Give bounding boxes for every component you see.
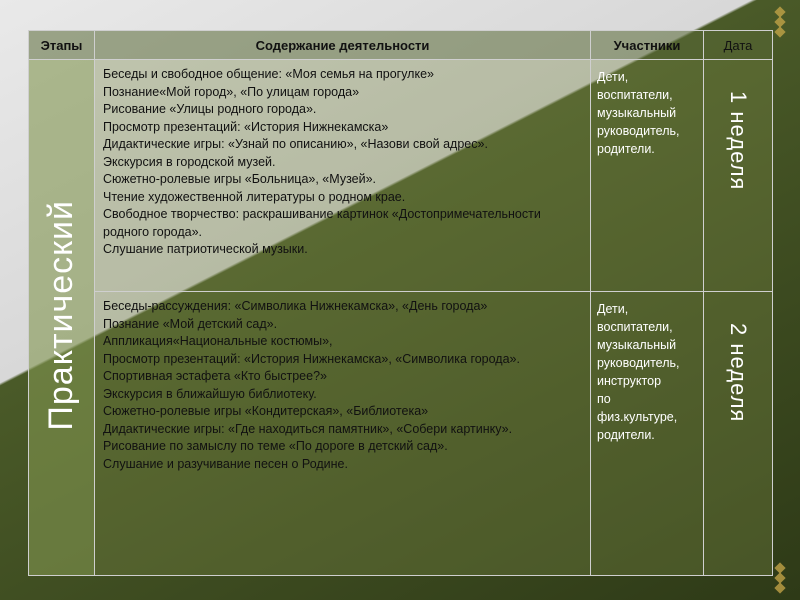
stage-cell	[29, 60, 95, 576]
participants-cell-week1	[591, 60, 704, 292]
header-participants: Участники	[591, 31, 704, 60]
date-cell-week2	[704, 292, 773, 576]
content-line: Беседы и свободное общение: «Моя семья на прогулке»	[103, 67, 434, 81]
diamond-icon	[774, 26, 785, 37]
content-line: Сюжетно-ролевые игры «Кондитерская», «Библиотека»	[103, 404, 429, 418]
content-line: Экскурсия в городской музей.	[103, 154, 276, 169]
content-line: Рисование по замыслу по теме «По дороге в детский сад».	[103, 439, 448, 453]
content-line: Слушание патриотической музыки.	[103, 242, 308, 256]
table-row	[29, 60, 773, 292]
participants-text: Дети, воспитатели, музыкальный руководитель, родители.	[597, 70, 680, 156]
content-line: Дидактические игры: «Где находиться памятник», «Собери картинку».	[103, 421, 513, 436]
content-line: Свободное творчество: раскрашивание картинок «Достопримечательности родного города».	[103, 207, 541, 239]
content-line: Познание «Мой детский сад».	[103, 316, 278, 331]
participants-text: Дети, воспитатели, музыкальный руководитель, инструктор по физ.культуре, родители.	[597, 302, 680, 442]
header-stages: Этапы	[29, 31, 95, 60]
content-line: Аппликация«Национальные костюмы»,	[103, 334, 333, 348]
diamond-icon	[774, 582, 785, 593]
content-line: Чтение художественной литературы о родном крае.	[103, 189, 406, 204]
content-line: Слушание и разучивание песен о Родине.	[103, 456, 348, 471]
header-date: Дата	[704, 31, 773, 60]
content-line: Просмотр презентаций: «История Нижнекамска», «Символика города».	[103, 351, 520, 366]
content-line: Беседы-рассуждения: «Символика Нижнекамска», «День города»	[103, 299, 488, 313]
content-line: Спортивная эстафета «Кто быстрее?»	[103, 369, 327, 383]
date-label: 2 неделя	[726, 323, 751, 423]
activity-plan-table	[28, 30, 773, 576]
date-label: 1 неделя	[726, 91, 751, 191]
content-line: Просмотр презентаций: «История Нижнекамска»	[103, 119, 389, 134]
content-line: Познание«Мой город», «По улицам города»	[103, 84, 360, 99]
content-line: Рисование «Улицы родного города».	[103, 102, 317, 116]
date-cell-week1	[704, 60, 773, 292]
content-cell-week2	[95, 292, 591, 576]
content-line: Экскурсия в ближайшую библиотеку.	[103, 386, 317, 401]
content-line: Сюжетно-ролевые игры «Больница», «Музей».	[103, 172, 377, 186]
stage-label: Практический	[42, 199, 80, 431]
header-content: Содержание деятельности	[95, 31, 591, 60]
table-header-row	[29, 31, 773, 60]
content-line: Дидактические игры: «Узнай по описанию», «Назови свой адрес».	[103, 137, 488, 151]
table-row	[29, 292, 773, 576]
content-cell-week1	[95, 60, 591, 292]
participants-cell-week2	[591, 292, 704, 576]
